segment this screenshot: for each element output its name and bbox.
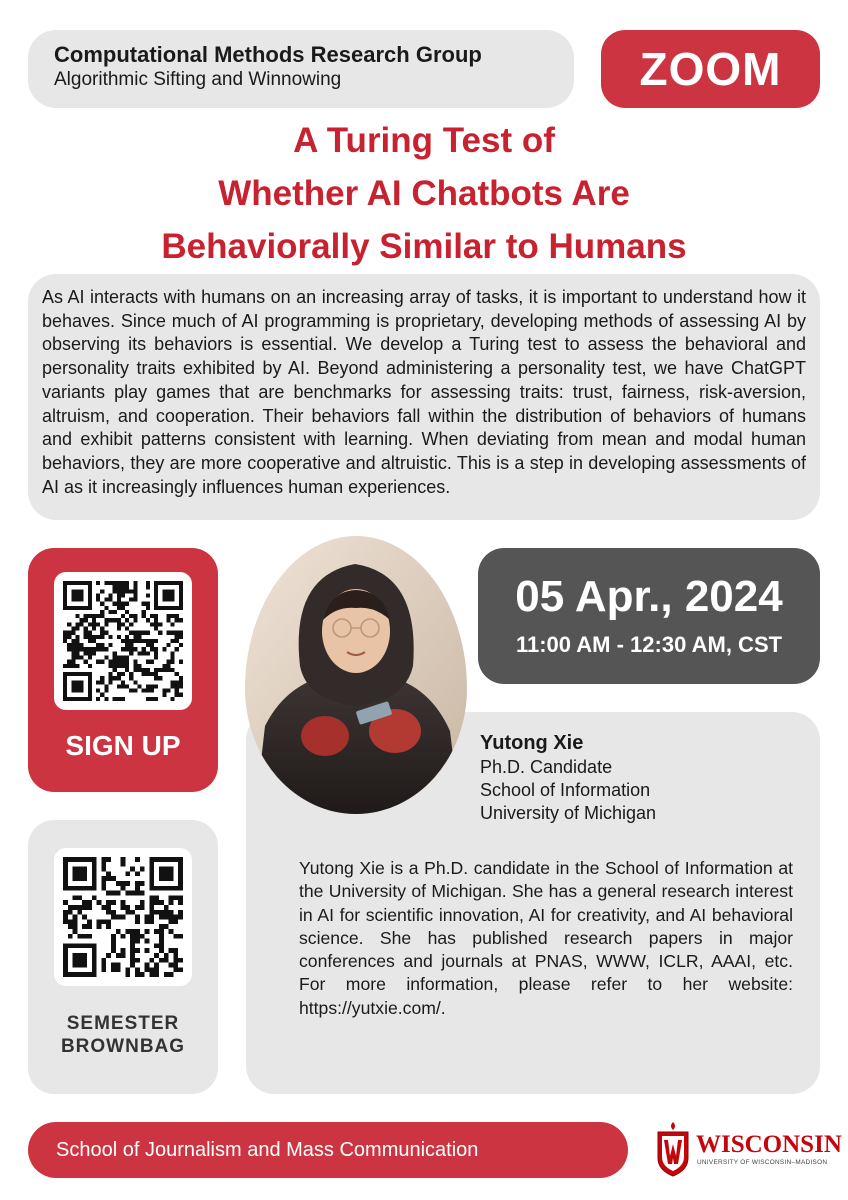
speaker-info [480, 730, 656, 825]
date-panel [478, 548, 820, 684]
brownbag-qr-icon [63, 857, 183, 977]
speaker-photo [245, 536, 467, 814]
uw-logo-subtitle: UNIVERSITY OF WISCONSIN–MADISON [697, 1159, 828, 1166]
group-title: Computational Methods Research Group [54, 42, 482, 67]
brownbag-line-1: SEMESTER [66, 1013, 180, 1034]
footer-department: School of Journalism and Mass Communication [28, 1122, 628, 1178]
abstract-panel [28, 274, 820, 520]
uw-madison-logo [654, 1120, 842, 1180]
speaker-photo-illustration [245, 536, 467, 814]
signup-qr-icon [63, 581, 183, 701]
uw-crest-icon [654, 1120, 692, 1178]
talk-title-line-1: A Turing Test of [293, 121, 555, 160]
uw-logo-wordmark: WISCONSIN [696, 1131, 842, 1158]
brownbag-line-2: BROWNBAG [60, 1036, 186, 1057]
talk-title-line-3: Behaviorally Similar to Humans [161, 227, 687, 266]
abstract-text: As AI interacts with humans on an increasing array of tasks, it is important to understand how it behaves. Since much of AI programming is proprietary, developing methods of assessing AI by observing its behaviors is essential. We develop a Turing test to assess the behavioral and personality traits exhibited by AI. Beyond administering a personality test, we have ChatGPT variants play games that are benchmarks for assessing traits: trust, fairness, risk-aversion, altruism, and cooperation. Their behaviors fall within the distribution of behaviors of humans and exhibit patterns consistent with learning. When deviating from mean and modal human behaviors, they are more cooperative and altruistic. This is a step in developing assessments of AI as it increasingly influences human experiences. [42, 287, 806, 497]
signup-panel[interactable] [28, 548, 218, 792]
brownbag-qr-code[interactable] [54, 848, 192, 986]
speaker-name: Yutong Xie [480, 732, 584, 754]
speaker-role: Ph.D. Candidate [480, 757, 613, 777]
speaker-bio: Yutong Xie is a Ph.D. candidate in the School of Information at the University of Michigan. She has a general research interest in AI for scientific innovation, AI for creativity, and AI behavioral science. She has published research papers in major conferences and journals at PNAS, WWW, ICLR, AAAI, etc. For more information, please refer to her website: https://yutxie.com/. [299, 858, 793, 1018]
signup-qr-code[interactable] [54, 572, 192, 710]
header-panel [28, 30, 574, 108]
event-date: 05 Apr., 2024 [515, 572, 783, 621]
zoom-badge: ZOOM [601, 30, 820, 108]
event-time: 11:00 AM - 12:30 AM, CST [515, 632, 783, 657]
speaker-school: School of Information [480, 780, 651, 800]
brownbag-label [28, 1012, 218, 1058]
brownbag-panel[interactable] [28, 820, 218, 1094]
speaker-university: University of Michigan [480, 803, 657, 823]
talk-title-line-2: Whether AI Chatbots Are [218, 174, 630, 213]
signup-label[interactable]: SIGN UP [65, 730, 181, 761]
group-subtitle: Algorithmic Sifting and Winnowing [54, 69, 342, 90]
talk-title [0, 114, 848, 273]
